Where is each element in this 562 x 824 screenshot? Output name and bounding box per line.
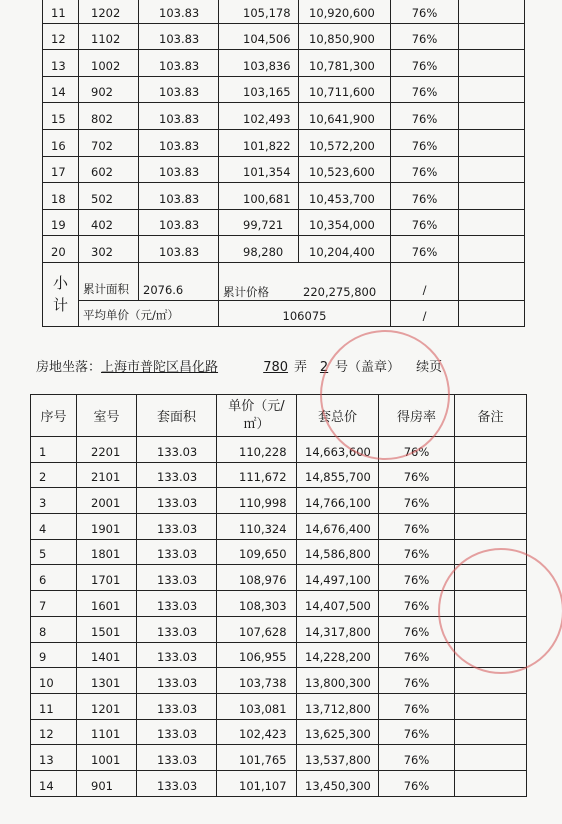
cell-row-number: 12 <box>31 719 77 745</box>
cell-efficiency-rate: 76% <box>379 642 455 668</box>
cell-room-number: 1801 <box>77 539 137 565</box>
cell-total-price: 14,228,200 <box>297 642 379 668</box>
location-road: 上海市普陀区昌化路 <box>101 360 219 375</box>
cell-room-number: 2101 <box>77 462 137 488</box>
cell-total-price: 14,855,700 <box>297 462 379 488</box>
cell-efficiency-rate: 76% <box>379 616 455 642</box>
cell-room-number: 901 <box>77 770 137 796</box>
cell-efficiency-rate: 76% <box>379 591 455 617</box>
location-building-number: 2 <box>319 360 329 375</box>
cell-unit-area: 133.03 <box>137 591 217 617</box>
cell-row-number: 14 <box>43 76 79 103</box>
cell-unit-area: 103.83 <box>139 23 219 50</box>
cell-efficiency-rate: 76% <box>391 0 459 23</box>
cell-note <box>455 668 527 694</box>
cell-note <box>459 23 525 50</box>
cell-note <box>455 437 527 463</box>
cell-unit-area: 103.83 <box>139 156 219 183</box>
cell-unit-area: 103.83 <box>139 129 219 156</box>
cell-total-price: 10,711,600 <box>299 76 391 103</box>
cell-unit-price: 101,107 <box>217 770 297 796</box>
cell-row-number: 20 <box>43 236 79 263</box>
property-location-line <box>36 356 536 380</box>
cell-unit-price: 98,280 <box>219 236 299 263</box>
table-row <box>43 209 525 236</box>
cell-note <box>455 488 527 514</box>
cell-efficiency-rate: 76% <box>379 539 455 565</box>
total-area-label: 累计面积 <box>79 262 139 300</box>
cell-row-number: 7 <box>31 591 77 617</box>
cell-row-number: 4 <box>31 514 77 540</box>
cell-room-number: 1601 <box>77 591 137 617</box>
cell-unit-price: 102,493 <box>219 103 299 130</box>
cell-row-number: 10 <box>31 668 77 694</box>
table-row <box>43 50 525 77</box>
table-row <box>31 668 527 694</box>
cell-unit-price: 104,506 <box>219 23 299 50</box>
cell-row-number: 6 <box>31 565 77 591</box>
cell-room-number: 1301 <box>77 668 137 694</box>
cell-total-price: 10,204,400 <box>299 236 391 263</box>
table-row <box>43 103 525 130</box>
cell-total-price: 13,450,300 <box>297 770 379 796</box>
cell-unit-area: 103.83 <box>139 236 219 263</box>
table-row <box>31 693 527 719</box>
cell-unit-area: 133.03 <box>137 462 217 488</box>
cell-row-number: 5 <box>31 539 77 565</box>
total-price-cell <box>219 262 391 300</box>
cell-efficiency-rate: 76% <box>391 156 459 183</box>
cell-unit-price: 108,976 <box>217 565 297 591</box>
cell-efficiency-rate: 76% <box>379 745 455 771</box>
cell-total-price: 10,781,300 <box>299 50 391 77</box>
cell-unit-area: 133.03 <box>137 745 217 771</box>
cell-note <box>459 129 525 156</box>
cell-unit-area: 133.03 <box>137 642 217 668</box>
average-price-row <box>43 300 525 326</box>
cell-row-number: 3 <box>31 488 77 514</box>
cell-unit-area: 133.03 <box>137 488 217 514</box>
cell-unit-area: 133.03 <box>137 514 217 540</box>
table-row <box>31 719 527 745</box>
cell-efficiency-rate: 76% <box>379 719 455 745</box>
cell-row-number: 14 <box>31 770 77 796</box>
cell-efficiency-rate: 76% <box>391 129 459 156</box>
cell-unit-area: 103.83 <box>139 183 219 210</box>
cell-room-number: 1501 <box>77 616 137 642</box>
location-prefix: 房地坐落： <box>36 360 102 375</box>
cell-efficiency-rate: 76% <box>391 23 459 50</box>
cell-total-price: 13,537,800 <box>297 745 379 771</box>
table-row <box>31 565 527 591</box>
cell-room-number: 2201 <box>77 437 137 463</box>
cell-note <box>455 591 527 617</box>
cell-total-price: 10,453,700 <box>299 183 391 210</box>
table-row <box>31 488 527 514</box>
cell-room-number: 702 <box>79 129 139 156</box>
cell-room-number: 602 <box>79 156 139 183</box>
cell-efficiency-rate: 76% <box>391 183 459 210</box>
cell-unit-price: 107,628 <box>217 616 297 642</box>
cell-unit-price: 101,354 <box>219 156 299 183</box>
table-row <box>31 462 527 488</box>
cell-unit-price: 108,303 <box>217 591 297 617</box>
cell-room-number: 1002 <box>79 50 139 77</box>
cell-row-number: 1 <box>31 437 77 463</box>
cell-efficiency-rate: 76% <box>391 236 459 263</box>
cell-efficiency-rate: 76% <box>391 209 459 236</box>
cell-unit-area: 103.83 <box>139 103 219 130</box>
table-row <box>31 642 527 668</box>
cell-row-number: 13 <box>31 745 77 771</box>
cell-total-price: 14,407,500 <box>297 591 379 617</box>
cell-unit-area: 103.83 <box>139 76 219 103</box>
cell-note <box>459 76 525 103</box>
cell-efficiency-rate: 76% <box>379 488 455 514</box>
cell-row-number: 11 <box>43 0 79 23</box>
price-table-main <box>30 394 527 797</box>
cell-unit-price: 110,228 <box>217 437 297 463</box>
cell-unit-area: 133.03 <box>137 693 217 719</box>
cell-total-price: 13,712,800 <box>297 693 379 719</box>
location-continued: 续页 <box>416 360 443 375</box>
cell-room-number: 1401 <box>77 642 137 668</box>
cell-efficiency-rate: 76% <box>379 693 455 719</box>
cell-note <box>459 0 525 23</box>
header-cell: 备注 <box>455 395 527 437</box>
table-row <box>31 616 527 642</box>
cell-total-price: 10,920,600 <box>299 0 391 23</box>
cell-total-price: 10,572,200 <box>299 129 391 156</box>
cell-total-price: 13,625,300 <box>297 719 379 745</box>
cell-total-price: 14,586,800 <box>297 539 379 565</box>
average-price-label: 平均单价（元/㎡） <box>79 300 219 326</box>
cell-unit-price: 111,672 <box>217 462 297 488</box>
cell-unit-area: 133.03 <box>137 770 217 796</box>
cell-efficiency-rate: 76% <box>391 50 459 77</box>
cell-note <box>455 642 527 668</box>
cell-unit-price: 100,681 <box>219 183 299 210</box>
cell-row-number: 9 <box>31 642 77 668</box>
location-number-label: 号（盖章） <box>335 360 401 375</box>
header-cell: 序号 <box>31 395 77 437</box>
cell-unit-price: 99,721 <box>219 209 299 236</box>
table-row <box>43 156 525 183</box>
cell-unit-price: 103,081 <box>217 693 297 719</box>
cell-total-price: 14,663,600 <box>297 437 379 463</box>
subtotal-note <box>459 262 525 300</box>
cell-note <box>455 770 527 796</box>
average-price-slash: / <box>391 300 459 326</box>
cell-total-price: 13,800,300 <box>297 668 379 694</box>
header-cell: 套面积 <box>137 395 217 437</box>
cell-unit-area: 133.03 <box>137 668 217 694</box>
cell-unit-price: 106,955 <box>217 642 297 668</box>
average-price-note <box>459 300 525 326</box>
table-row <box>43 0 525 23</box>
cell-unit-price: 110,998 <box>217 488 297 514</box>
subtotal-label: 小 计 <box>43 262 79 326</box>
cell-total-price: 10,641,900 <box>299 103 391 130</box>
cell-total-price: 10,523,600 <box>299 156 391 183</box>
cell-total-price: 14,766,100 <box>297 488 379 514</box>
cell-room-number: 1701 <box>77 565 137 591</box>
cell-row-number: 18 <box>43 183 79 210</box>
cell-note <box>455 539 527 565</box>
price-table-continued <box>42 0 525 327</box>
table-row <box>31 745 527 771</box>
cell-unit-price: 110,324 <box>217 514 297 540</box>
cell-unit-area: 133.03 <box>137 719 217 745</box>
cell-row-number: 16 <box>43 129 79 156</box>
cell-note <box>459 236 525 263</box>
cell-note <box>459 103 525 130</box>
cell-note <box>455 719 527 745</box>
cell-room-number: 1001 <box>77 745 137 771</box>
total-price-value: 220,275,800 <box>303 284 377 299</box>
cell-efficiency-rate: 76% <box>379 668 455 694</box>
cell-row-number: 19 <box>43 209 79 236</box>
subtotal-row <box>43 262 525 300</box>
price-table-main-body <box>31 437 527 797</box>
cell-room-number: 1101 <box>77 719 137 745</box>
cell-total-price: 14,497,100 <box>297 565 379 591</box>
cell-efficiency-rate: 76% <box>379 437 455 463</box>
table-row <box>31 539 527 565</box>
location-lane-number: 780 <box>263 360 289 375</box>
cell-unit-price: 101,822 <box>219 129 299 156</box>
table-row <box>31 514 527 540</box>
cell-unit-price: 103,738 <box>217 668 297 694</box>
cell-room-number: 2001 <box>77 488 137 514</box>
cell-room-number: 402 <box>79 209 139 236</box>
cell-note <box>455 693 527 719</box>
cell-unit-price: 103,165 <box>219 76 299 103</box>
cell-row-number: 2 <box>31 462 77 488</box>
cell-room-number: 1202 <box>79 0 139 23</box>
cell-unit-area: 133.03 <box>137 539 217 565</box>
table-row <box>43 183 525 210</box>
table-row <box>43 76 525 103</box>
table-row <box>43 23 525 50</box>
cell-note <box>459 209 525 236</box>
table-row <box>31 437 527 463</box>
cell-room-number: 502 <box>79 183 139 210</box>
cell-efficiency-rate: 76% <box>379 770 455 796</box>
header-row <box>31 395 527 437</box>
header-cell: 室号 <box>77 395 137 437</box>
cell-unit-price: 102,423 <box>217 719 297 745</box>
cell-note <box>459 183 525 210</box>
total-price-label: 累计价格 <box>223 284 269 299</box>
cell-room-number: 902 <box>79 76 139 103</box>
table-row <box>43 129 525 156</box>
subtotal-section <box>43 262 525 326</box>
cell-unit-price: 101,765 <box>217 745 297 771</box>
table-row <box>31 591 527 617</box>
cell-efficiency-rate: 76% <box>391 103 459 130</box>
cell-note <box>459 50 525 77</box>
cell-total-price: 14,317,800 <box>297 616 379 642</box>
cell-row-number: 12 <box>43 23 79 50</box>
cell-room-number: 1901 <box>77 514 137 540</box>
total-area-value: 2076.6 <box>139 262 219 300</box>
cell-row-number: 11 <box>31 693 77 719</box>
cell-row-number: 13 <box>43 50 79 77</box>
cell-room-number: 1102 <box>79 23 139 50</box>
cell-total-price: 10,354,000 <box>299 209 391 236</box>
cell-note <box>455 565 527 591</box>
cell-efficiency-rate: 76% <box>379 565 455 591</box>
cell-efficiency-rate: 76% <box>379 462 455 488</box>
cell-total-price: 14,676,400 <box>297 514 379 540</box>
price-table-continued-body <box>43 0 525 262</box>
header-cell: 套总价 <box>297 395 379 437</box>
cell-efficiency-rate: 76% <box>391 76 459 103</box>
cell-note <box>455 462 527 488</box>
cell-room-number: 302 <box>79 236 139 263</box>
location-lane-label: 弄 <box>294 360 308 375</box>
cell-unit-area: 103.83 <box>139 50 219 77</box>
cell-room-number: 802 <box>79 103 139 130</box>
cell-total-price: 10,850,900 <box>299 23 391 50</box>
price-table-header <box>31 395 527 437</box>
header-cell: 得房率 <box>379 395 455 437</box>
table-row <box>43 236 525 263</box>
cell-unit-area: 133.03 <box>137 437 217 463</box>
table-row <box>31 770 527 796</box>
cell-efficiency-rate: 76% <box>379 514 455 540</box>
cell-unit-area: 103.83 <box>139 0 219 23</box>
cell-unit-area: 133.03 <box>137 616 217 642</box>
cell-note <box>455 514 527 540</box>
cell-unit-price: 105,178 <box>219 0 299 23</box>
cell-unit-price: 103,836 <box>219 50 299 77</box>
cell-row-number: 17 <box>43 156 79 183</box>
cell-room-number: 1201 <box>77 693 137 719</box>
cell-unit-area: 103.83 <box>139 209 219 236</box>
subtotal-slash: / <box>391 262 459 300</box>
cell-unit-area: 133.03 <box>137 565 217 591</box>
cell-unit-price: 109,650 <box>217 539 297 565</box>
header-cell: 单价（元/㎡） <box>217 395 297 437</box>
average-price-value: 106075 <box>219 300 391 326</box>
cell-note <box>455 616 527 642</box>
cell-row-number: 8 <box>31 616 77 642</box>
cell-row-number: 15 <box>43 103 79 130</box>
cell-note <box>459 156 525 183</box>
cell-note <box>455 745 527 771</box>
